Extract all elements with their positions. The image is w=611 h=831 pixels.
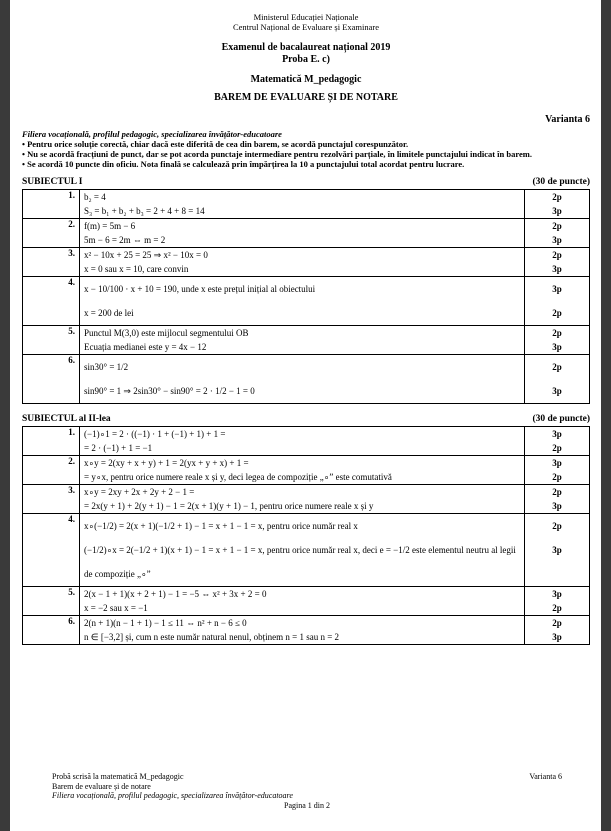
table-row [23,277,590,326]
solution-line: 2(n + 1)(n − 1 + 1) − 1 ≤ 11 ⇔ n² + n − 6 ≤ 0 [84,618,247,628]
points-value: 2p [552,250,562,260]
barem-title: BAREM DE EVALUARE ȘI DE NOTARE [214,92,398,103]
item-number: 5. [23,587,80,616]
solution-line: S₃ = b₁ + b₂ + b₃ = 2 + 4 + 8 = 14 [84,206,205,216]
points-value: 2p [552,618,562,628]
points-value: 3p [552,342,562,352]
item-number: 2. [23,219,80,248]
item-number: 2. [23,456,80,485]
table-row [23,427,590,456]
item-number: 3. [23,485,80,514]
item-number: 1. [23,190,80,219]
table-row [23,248,590,277]
solution-line: n ∈ [−3,2] și, cum n este număr natural nenul, obținem n = 1 sau n = 2 [84,632,340,642]
footer-line-2: Barem de evaluare și de notare [52,781,151,791]
solution-line: x∘y = 2(xy + x + y) + 1 = 2(yx + y + x) + 1 = [84,458,249,468]
center-name: Centrul Național de Evaluare și Examinare [232,22,380,32]
solution-line: = y∘x, pentru orice numere reale x și y, deci legea de compoziție „∘” este comutativă [84,472,392,482]
scoring-rules [22,139,590,169]
section-2-table [22,426,590,645]
footer-line-3: Filiera vocațională, profilul pedagogic, specializarea învățător-educatoare [52,791,293,800]
subject-title: Matematică M_pedagogic [250,74,362,85]
solution-line: 2(x − 1 + 1)(x + 2 + 1) − 1 = −5 ⇔ x² + 3x + 2 = 0 [84,589,267,599]
points-value: 2p [552,443,562,453]
points-value: 2p [552,472,562,482]
rule-1: • Pentru orice soluție corectă, chiar dacă este diferită de cea din barem, se acordă punctajul corespunzător. [22,139,409,149]
table-row [23,485,590,514]
points-value: 3p [552,501,562,511]
solution-line: x − 10/100 · x + 10 = 190, unde x este prețul inițial al obiectului [84,284,316,294]
solution-line: = 2 · (−1) + 1 = −1 [84,443,153,453]
section-2-points: (30 de puncte) [532,414,590,424]
item-solution [80,514,525,587]
page-footer [52,772,562,810]
points-value: 2p [552,328,562,338]
item-points [525,616,590,645]
solution-line: = 2x(y + 1) + 2(y + 1) − 1 = 2(x + 1)(y + 1) − 1, pentru orice numere reale x și y [84,501,374,511]
points-value: 3p [552,545,562,555]
footer-line-1: Probă scrisă la matematică M_pedagogic [52,772,184,781]
points-value: 3p [552,632,562,642]
item-solution [80,456,525,485]
solution-line: Punctul M(3,0) este mijlocul segmentului OB [84,328,249,338]
rule-3: • Se acordă 10 puncte din oficiu. Nota finală se calculează prin împărțirea la 10 a punctajului total acordat pentru lucrare. [22,159,465,169]
item-points [525,514,590,587]
item-solution [80,326,525,355]
item-number: 4. [23,277,80,326]
solution-line: 5m − 6 = 2m ⇔ m = 2 [84,235,166,245]
points-value: 2p [552,308,562,318]
item-solution [80,355,525,404]
item-points [525,456,590,485]
item-points [525,485,590,514]
item-number: 1. [23,427,80,456]
points-value: 2p [552,521,562,531]
item-solution [80,219,525,248]
exam-title: Examenul de bacalaureat național 2019 [221,42,391,53]
solution-line: (−1)∘1 = 2 · ((−1) · 1 + (−1) + 1) + 1 = [84,429,226,439]
item-solution [80,587,525,616]
proba-title: Proba E. c) [282,54,330,65]
viewer-right-border [601,0,611,831]
item-solution [80,427,525,456]
viewer-left-border [0,0,10,831]
item-points [525,355,590,404]
item-number: 5. [23,326,80,355]
item-points [525,326,590,355]
solution-line: x = −2 sau x = −1 [84,603,148,613]
item-solution [80,485,525,514]
table-row [23,514,590,587]
points-value: 2p [552,221,562,231]
table-row [23,326,590,355]
points-value: 2p [552,603,562,613]
points-value: 3p [552,589,562,599]
item-number: 4. [23,514,80,587]
item-solution [80,190,525,219]
item-solution [80,248,525,277]
section-2-title: SUBIECTUL al II-lea [22,414,111,424]
solution-line: x∘(−1/2) = 2(x + 1)(−1/2 + 1) − 1 = x + 1 − 1 = x, pentru orice număr real x [84,521,358,531]
section-1-points: (30 de puncte) [532,177,590,187]
solution-line: f(m) = 5m − 6 [84,221,136,231]
item-number: 6. [23,355,80,404]
points-value: 3p [552,458,562,468]
item-solution [80,616,525,645]
footer-page-number: Pagina 1 din 2 [284,800,330,810]
points-value: 3p [552,386,562,396]
item-points [525,427,590,456]
item-points [525,219,590,248]
solution-line: b₂ = 4 [84,192,106,202]
section-1-header [22,177,590,187]
table-row [23,219,590,248]
solution-line: x = 200 de lei [84,308,134,318]
section-1-table [22,189,590,404]
points-value: 3p [552,264,562,274]
variant-label: Varianta 6 [545,114,590,125]
section-1-title: SUBIECTUL I [22,177,83,187]
table-row [23,355,590,404]
item-solution [80,277,525,326]
document-page [22,12,590,645]
points-value: 3p [552,206,562,216]
item-points [525,248,590,277]
points-value: 2p [552,192,562,202]
points-value: 2p [552,487,562,497]
solution-line: x² − 10x + 25 = 25 ⇒ x² − 10x = 0 [84,250,208,260]
item-points [525,190,590,219]
rule-2: • Nu se acordă fracțiuni de punct, dar se pot acorda punctaje intermediare pentru rezolvări parțiale, în limitele punctajului indicat în barem. [22,149,532,159]
solution-line: (−1/2)∘x = 2(−1/2 + 1)(x + 1) − 1 = x + 1 − 1 = x, pentru orice număr real x, deci e = −1/2 este elementul neutru al legii de compoziție „∘” [84,545,516,579]
item-points [525,277,590,326]
table-row [23,190,590,219]
table-row [23,616,590,645]
solution-line: sin90° = 1 ⇒ 2sin30° − sin90° = 2 · 1/2 − 1 = 0 [84,386,255,396]
item-number: 3. [23,248,80,277]
ministry-name: Ministerul Educației Naționale [253,12,359,22]
item-points [525,587,590,616]
table-row [23,456,590,485]
points-value: 3p [552,429,562,439]
solution-line: sin30° = 1/2 [84,362,129,372]
filiera-text: Filiera vocațională, profilul pedagogic, specializarea învățător-educatoare [22,129,282,139]
footer-variant: Varianta 6 [529,772,562,781]
solution-line: x = 0 sau x = 10, care convin [84,264,189,274]
solution-line: Ecuația medianei este y = 4x − 12 [84,342,207,352]
section-2-header [22,414,590,424]
points-value: 3p [552,284,562,294]
table-row [23,587,590,616]
item-number: 6. [23,616,80,645]
points-value: 2p [552,362,562,372]
solution-line: x∘y = 2xy + 2x + 2y + 2 − 1 = [84,487,195,497]
points-value: 3p [552,235,562,245]
